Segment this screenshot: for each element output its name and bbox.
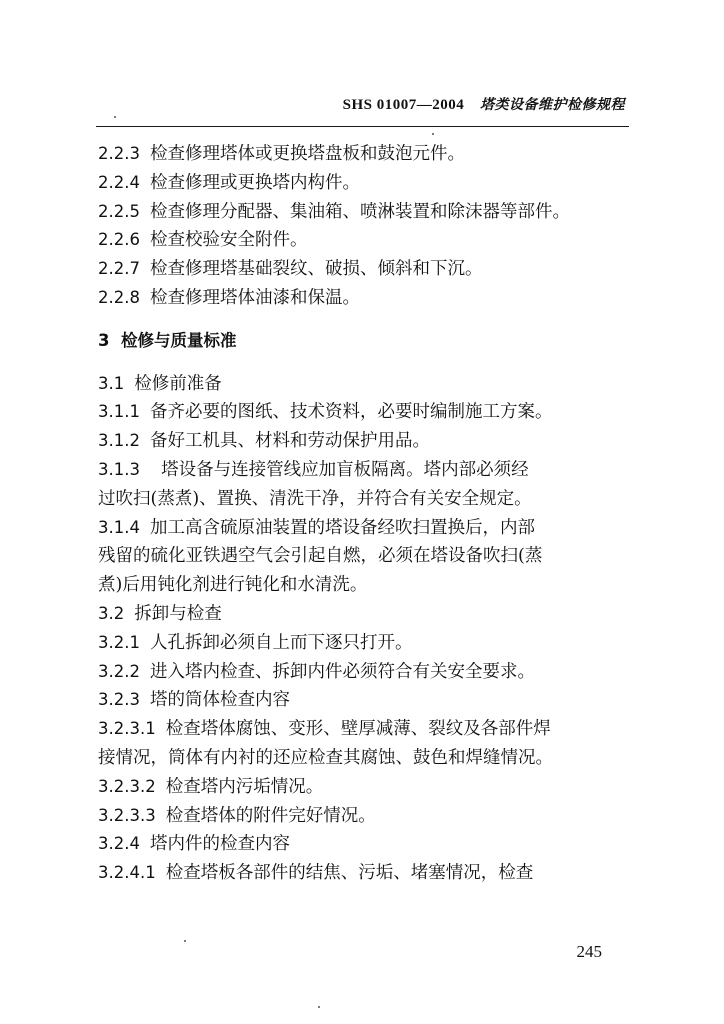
scan-speck: [432, 133, 434, 135]
clause-3-1-3-cont: [98, 485, 632, 514]
clause-number: 3.2: [98, 603, 125, 623]
clause-text: 塔的筒体检查内容: [149, 690, 290, 711]
clause-text: 备好工机具、材料和劳动保护用品。: [149, 431, 430, 452]
clause-text-continued: 接情况，筒体有内衬的还应检查其腐蚀、鼓色和焊缝情况。: [98, 747, 553, 768]
clause-text: 塔设备与连接管线应加盲板隔离。塔内部必须经: [161, 459, 529, 480]
clause-text: 加工高含硫原油装置的塔设备经吹扫置换后，内部: [149, 517, 535, 538]
clause-text: 检查塔体腐蚀、变形、壁厚减薄、裂纹及各部件焊: [165, 719, 551, 740]
clause-text: 检修前准备: [134, 373, 222, 394]
clause-3-2-3-3: [98, 802, 632, 831]
scan-speck: [114, 116, 116, 118]
clause-text: 检查修理或更换塔内构件。: [149, 172, 360, 193]
clause-2-2-3: [98, 140, 632, 169]
standard-title: 塔类设备维护检修规程: [480, 97, 625, 113]
clause-number: 3.1.4: [98, 517, 140, 537]
clause-number: 2.2.3: [98, 144, 140, 163]
clause-3-2-3-1-cont: [98, 744, 632, 773]
clause-number: 2.2.5: [98, 201, 140, 221]
clause-number: 2.2.4: [98, 172, 140, 192]
clause-number: 3.1: [98, 373, 125, 393]
clause-2-2-4: [98, 169, 632, 198]
section-number: 3: [98, 330, 110, 350]
clause-number: 3.2.2: [98, 661, 140, 681]
clause-2-2-6: [98, 226, 632, 255]
clause-text: 人孔拆卸必须自上而下逐只打开。: [149, 632, 413, 653]
clause-number: 3.2.1: [98, 632, 140, 652]
standard-code: SHS 01007—2004: [342, 97, 465, 113]
clause-text: 检查塔体的附件完好情况。: [165, 805, 376, 826]
clause-text: 检查修理塔基础裂纹、破损、倾斜和下沉。: [149, 259, 483, 280]
clause-3-1-3: [98, 456, 632, 485]
clause-2-2-5: [98, 198, 632, 227]
scan-speck: [318, 1006, 320, 1008]
clause-3-1-2: [98, 427, 632, 456]
clause-2-2-8: [98, 284, 632, 313]
clause-number: 3.1.2: [98, 431, 140, 451]
clause-3-2-3: [98, 686, 632, 715]
clause-number: 3.2.4.1: [98, 863, 156, 883]
clause-3-1-4-cont-2: [98, 571, 632, 600]
clause-number: 3.2.3: [98, 690, 140, 710]
clause-text: 检查修理分配器、集油箱、喷淋装置和除沫器等部件。: [149, 201, 570, 222]
clause-number: 3.2.3.1: [98, 719, 156, 739]
clause-text: 检查校验安全附件。: [149, 230, 308, 251]
clause-text: 塔内件的检查内容: [149, 834, 290, 855]
clause-text-continued: 残留的硫化亚铁遇空气会引起自燃，必须在塔设备吹扫(蒸: [98, 546, 543, 567]
clause-3-2-4: [98, 830, 632, 859]
clause-number: 2.2.6: [98, 230, 140, 250]
scan-speck: [184, 940, 186, 942]
clause-number: 3.2.3.3: [98, 805, 156, 825]
clause-3-2-1: [98, 629, 632, 658]
clause-3-2-3-2: [98, 773, 632, 802]
clause-3-2-4-1: [98, 859, 632, 888]
clause-3-2-3-1: [98, 715, 632, 744]
clause-text: 进入塔内检查、拆卸内件必须符合有关安全要求。: [149, 661, 535, 682]
section-title: 检修与质量标准: [120, 330, 237, 350]
running-header: [343, 94, 625, 114]
clause-number: 3.1.1: [98, 402, 140, 422]
clause-3-1-1: [98, 398, 632, 427]
clause-number: 3.2.3.2: [98, 776, 156, 796]
clause-3-1: [98, 370, 632, 399]
clause-number: 3.2.4: [98, 834, 140, 854]
clause-2-2-7: [98, 255, 632, 284]
clause-3-2-2: [98, 658, 632, 687]
clause-3-1-4-cont-1: [98, 542, 632, 571]
clause-number: 2.2.8: [98, 287, 140, 307]
clause-text-continued: 煮)后用钝化剂进行钝化和水清洗。: [98, 575, 368, 596]
section-heading: [98, 327, 632, 356]
clause-text: 检查修理塔体油漆和保温。: [149, 287, 360, 308]
clause-text-continued: 过吹扫(蒸煮)、置换、清洗干净，并符合有关安全规定。: [98, 488, 532, 509]
clause-text: 拆卸与检查: [134, 603, 222, 624]
clause-text: 检查修理塔体或更换塔盘板和鼓泡元件。: [149, 144, 465, 164]
clause-text: 检查塔板各部件的结焦、污垢、堵塞情况，检查: [165, 863, 534, 884]
clause-text: 检查塔内污垢情况。: [165, 776, 324, 797]
clause-number: 3.1.3: [98, 459, 140, 479]
page-header: [96, 92, 629, 127]
page-body: [98, 140, 632, 888]
clause-number: 2.2.7: [98, 259, 140, 279]
clause-3-2: [98, 600, 632, 629]
clause-3-1-4: [98, 514, 632, 543]
page-number: 245: [576, 942, 602, 961]
clause-text: 备齐必要的图纸、技术资料，必要时编制施工方案。: [149, 402, 553, 423]
